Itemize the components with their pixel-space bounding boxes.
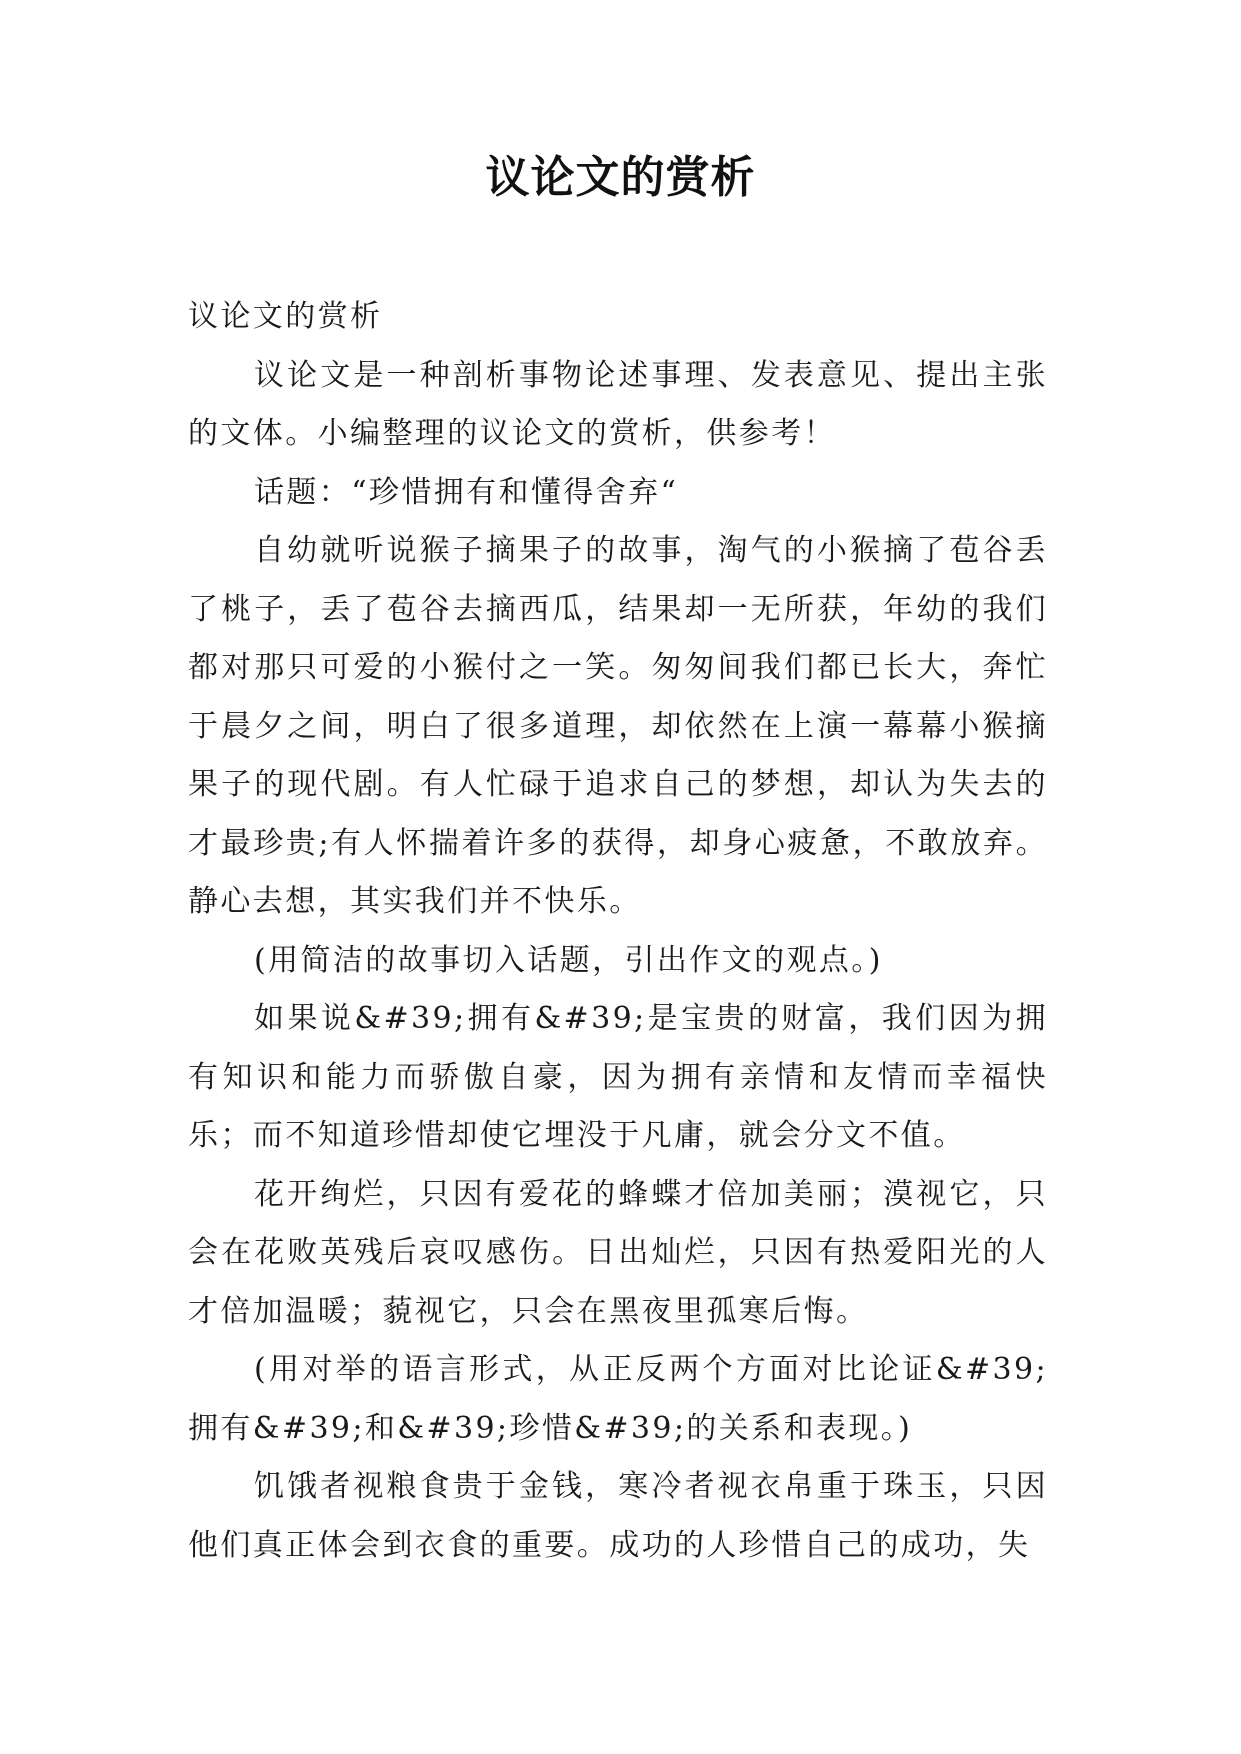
comment-paragraph-1: (用简洁的故事切入话题，引出作文的观点。) xyxy=(254,942,883,978)
argument-paragraph-3: 饥饿者视粮食贵于金钱，寒冷者视衣帛重于珠玉，只因他们真正体会到衣食的重要。成功的人珍惜自己的成功，失 xyxy=(188,1469,1048,1563)
story-paragraph: 自幼就听说猴子摘果子的故事，淘气的小猴摘了苞谷丢了桃子，丢了苞谷去摘西瓜，结果却一无所获，年幼的我们都对那只可爱的小猴付之一笑。匆匆间我们都已长大，奔忙于晨夕之间，明白了很多道理，却依然在上演一幕幕小猴摘果子的现代剧。有人忙碌于追求自己的梦想，却认为失去的才最珍贵;有人怀揣着许多的获得，却身心疲惫，不敢放弃。静心去想，其实我们并不快乐。 xyxy=(188,533,1048,919)
intro-paragraph: 议论文是一种剖析事物论述事理、发表意见、提出主张的文体。小编整理的议论文的赏析，供参考！ xyxy=(188,357,1048,451)
document-body xyxy=(188,288,1048,1575)
topic-paragraph: 话题：“珍惜拥有和懂得舍弃“ xyxy=(254,474,679,510)
document-title: 议论文的赏析 xyxy=(485,152,756,203)
argument-paragraph-2: 花开绚烂，只因有爱花的蜂蝶才倍加美丽；漠视它，只会在花败英残后哀叹感伤。日出灿烂，只因有热爱阳光的人才倍加温暖；藐视它，只会在黑夜里孤寒后悔。 xyxy=(188,1176,1048,1329)
comment-paragraph-2: (用对举的语言形式，从正反两个方面对比论证&#39;拥有&#39;和&#39;珍惜&#39;的关系和表现。) xyxy=(188,1352,1048,1446)
subtitle-paragraph: 议论文的赏析 xyxy=(188,299,383,334)
argument-paragraph-1: 如果说&#39;拥有&#39;是宝贵的财富，我们因为拥有知识和能力而骄傲自豪，因为拥有亲情和友情而幸福快乐；而不知道珍惜却使它埋没于凡庸，就会分文不值。 xyxy=(188,1001,1048,1153)
